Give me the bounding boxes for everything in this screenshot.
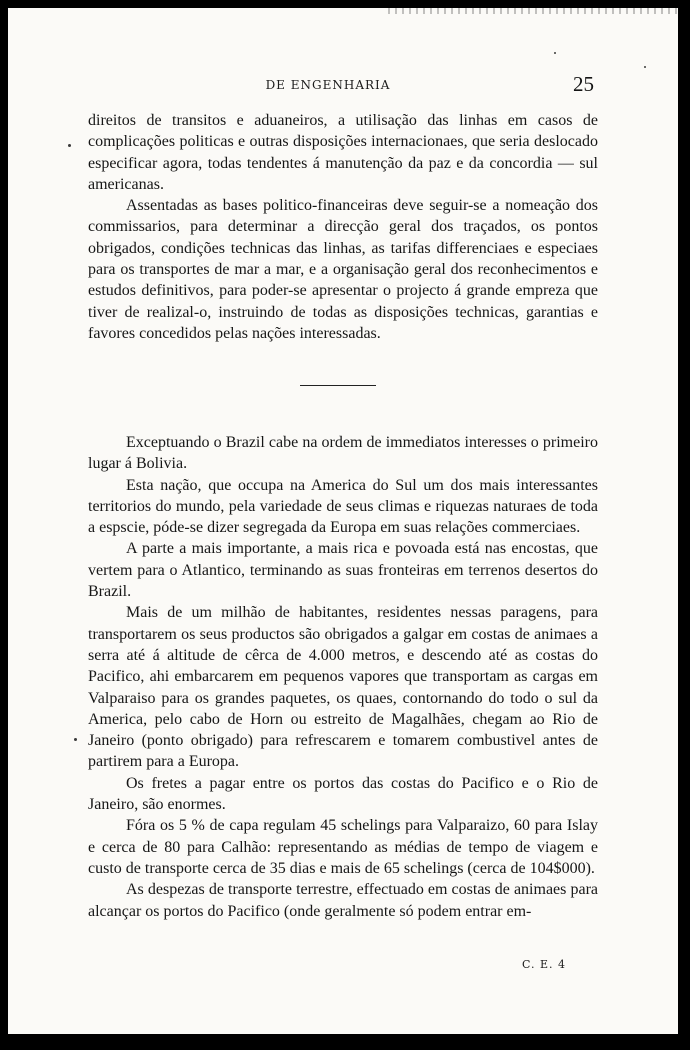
text-section-2 [88, 432, 598, 922]
section-divider [300, 385, 376, 386]
text-section-1 [88, 110, 598, 344]
scan-edge-noise [388, 8, 678, 14]
page-number: 25 [573, 72, 594, 96]
book-page [8, 8, 678, 1034]
scan-speck [644, 66, 646, 68]
paragraph: As despezas de transporte terrestre, effectuado em costas de animaes para alcançar os portos do Pacifico (onde geralmente só podem entrar em- [88, 881, 598, 920]
paragraph: A parte a mais importante, a mais rica e povoada está nas encostas, que vertem para o Atlantico, terminando as suas fronteiras em terrenos desertos do Brazil. [88, 540, 598, 601]
paragraph-continuation: direitos de transitos e aduaneiros, a utilisação das linhas em casos de complicações politicas e outras disposições internacionaes, que seria deslocado especificar agora, todas tendentes á manutenção da paz e da concordia — sul americanas. [88, 112, 598, 193]
running-title: DE ENGENHARIA [265, 78, 391, 92]
signature-mark: C. E. 4 [521, 958, 566, 971]
scan-speck [554, 52, 556, 54]
page-header [8, 72, 678, 96]
paragraph: Fóra os 5 % de capa regulam 45 schelings para Valparaizo, 60 para Islay e cerca de 80 para Calhão: representando as médias de tempo de viagem e custo de transporte cerca de 35 dias e mais de 65 schelings (cerca de 104$000). [88, 817, 598, 877]
paragraph: Esta nação, que occupa na America do Sul um dos mais interessantes territorios do mundo, pela variedade de seus climas e riquezas naturaes de toda a espscie, póde-se dizer segregada da Europa em suas relações commerciaes. [88, 476, 598, 537]
paragraph: Assentadas as bases politico-financeiras deve seguir-se a nomeação dos commissarios, para determinar a direcção geral dos traçados, os pontos obrigados, condições technicas das linhas, as tarifas differenciaes e especiaes para os transportes de mar a mar, e a organisação geral dos reconhecimentos e estudos definitivos, para poder-se apresentar o projecto á grande empreza que tiver de realizal-o, instruindo de todas as disposições technicas, garantias e favores concedidos pelas nações interessadas. [88, 197, 598, 342]
paragraph: Mais de um milhão de habitantes, residentes nessas paragens, para transportarem os seus productos são obrigados a galgar em costas de animaes a serra até á altitude de cêrca de 4.000 metros, e descendo até as costas do Pacifico, ahi embarcarem em pequenos vapores que transportam as cargas em Valparaiso para os grandes paquetes, os quaes, contornando do todo o sul da America, pelo cabo de Horn ou estreito de Magalhães, chegam ao Rio de Janeiro (ponto obrigado) para refrescarem e tomarem combustivel antes de partirem para a Europa. [88, 604, 598, 771]
paragraph: Exceptuando o Brazil cabe na ordem de immediatos interesses o primeiro lugar á Bolivia. [88, 434, 598, 473]
scan-speck [74, 738, 77, 741]
paragraph: Os fretes a pagar entre os portos das costas do Pacifico e o Rio de Janeiro, são enormes. [88, 774, 598, 814]
scan-speck [68, 144, 71, 147]
